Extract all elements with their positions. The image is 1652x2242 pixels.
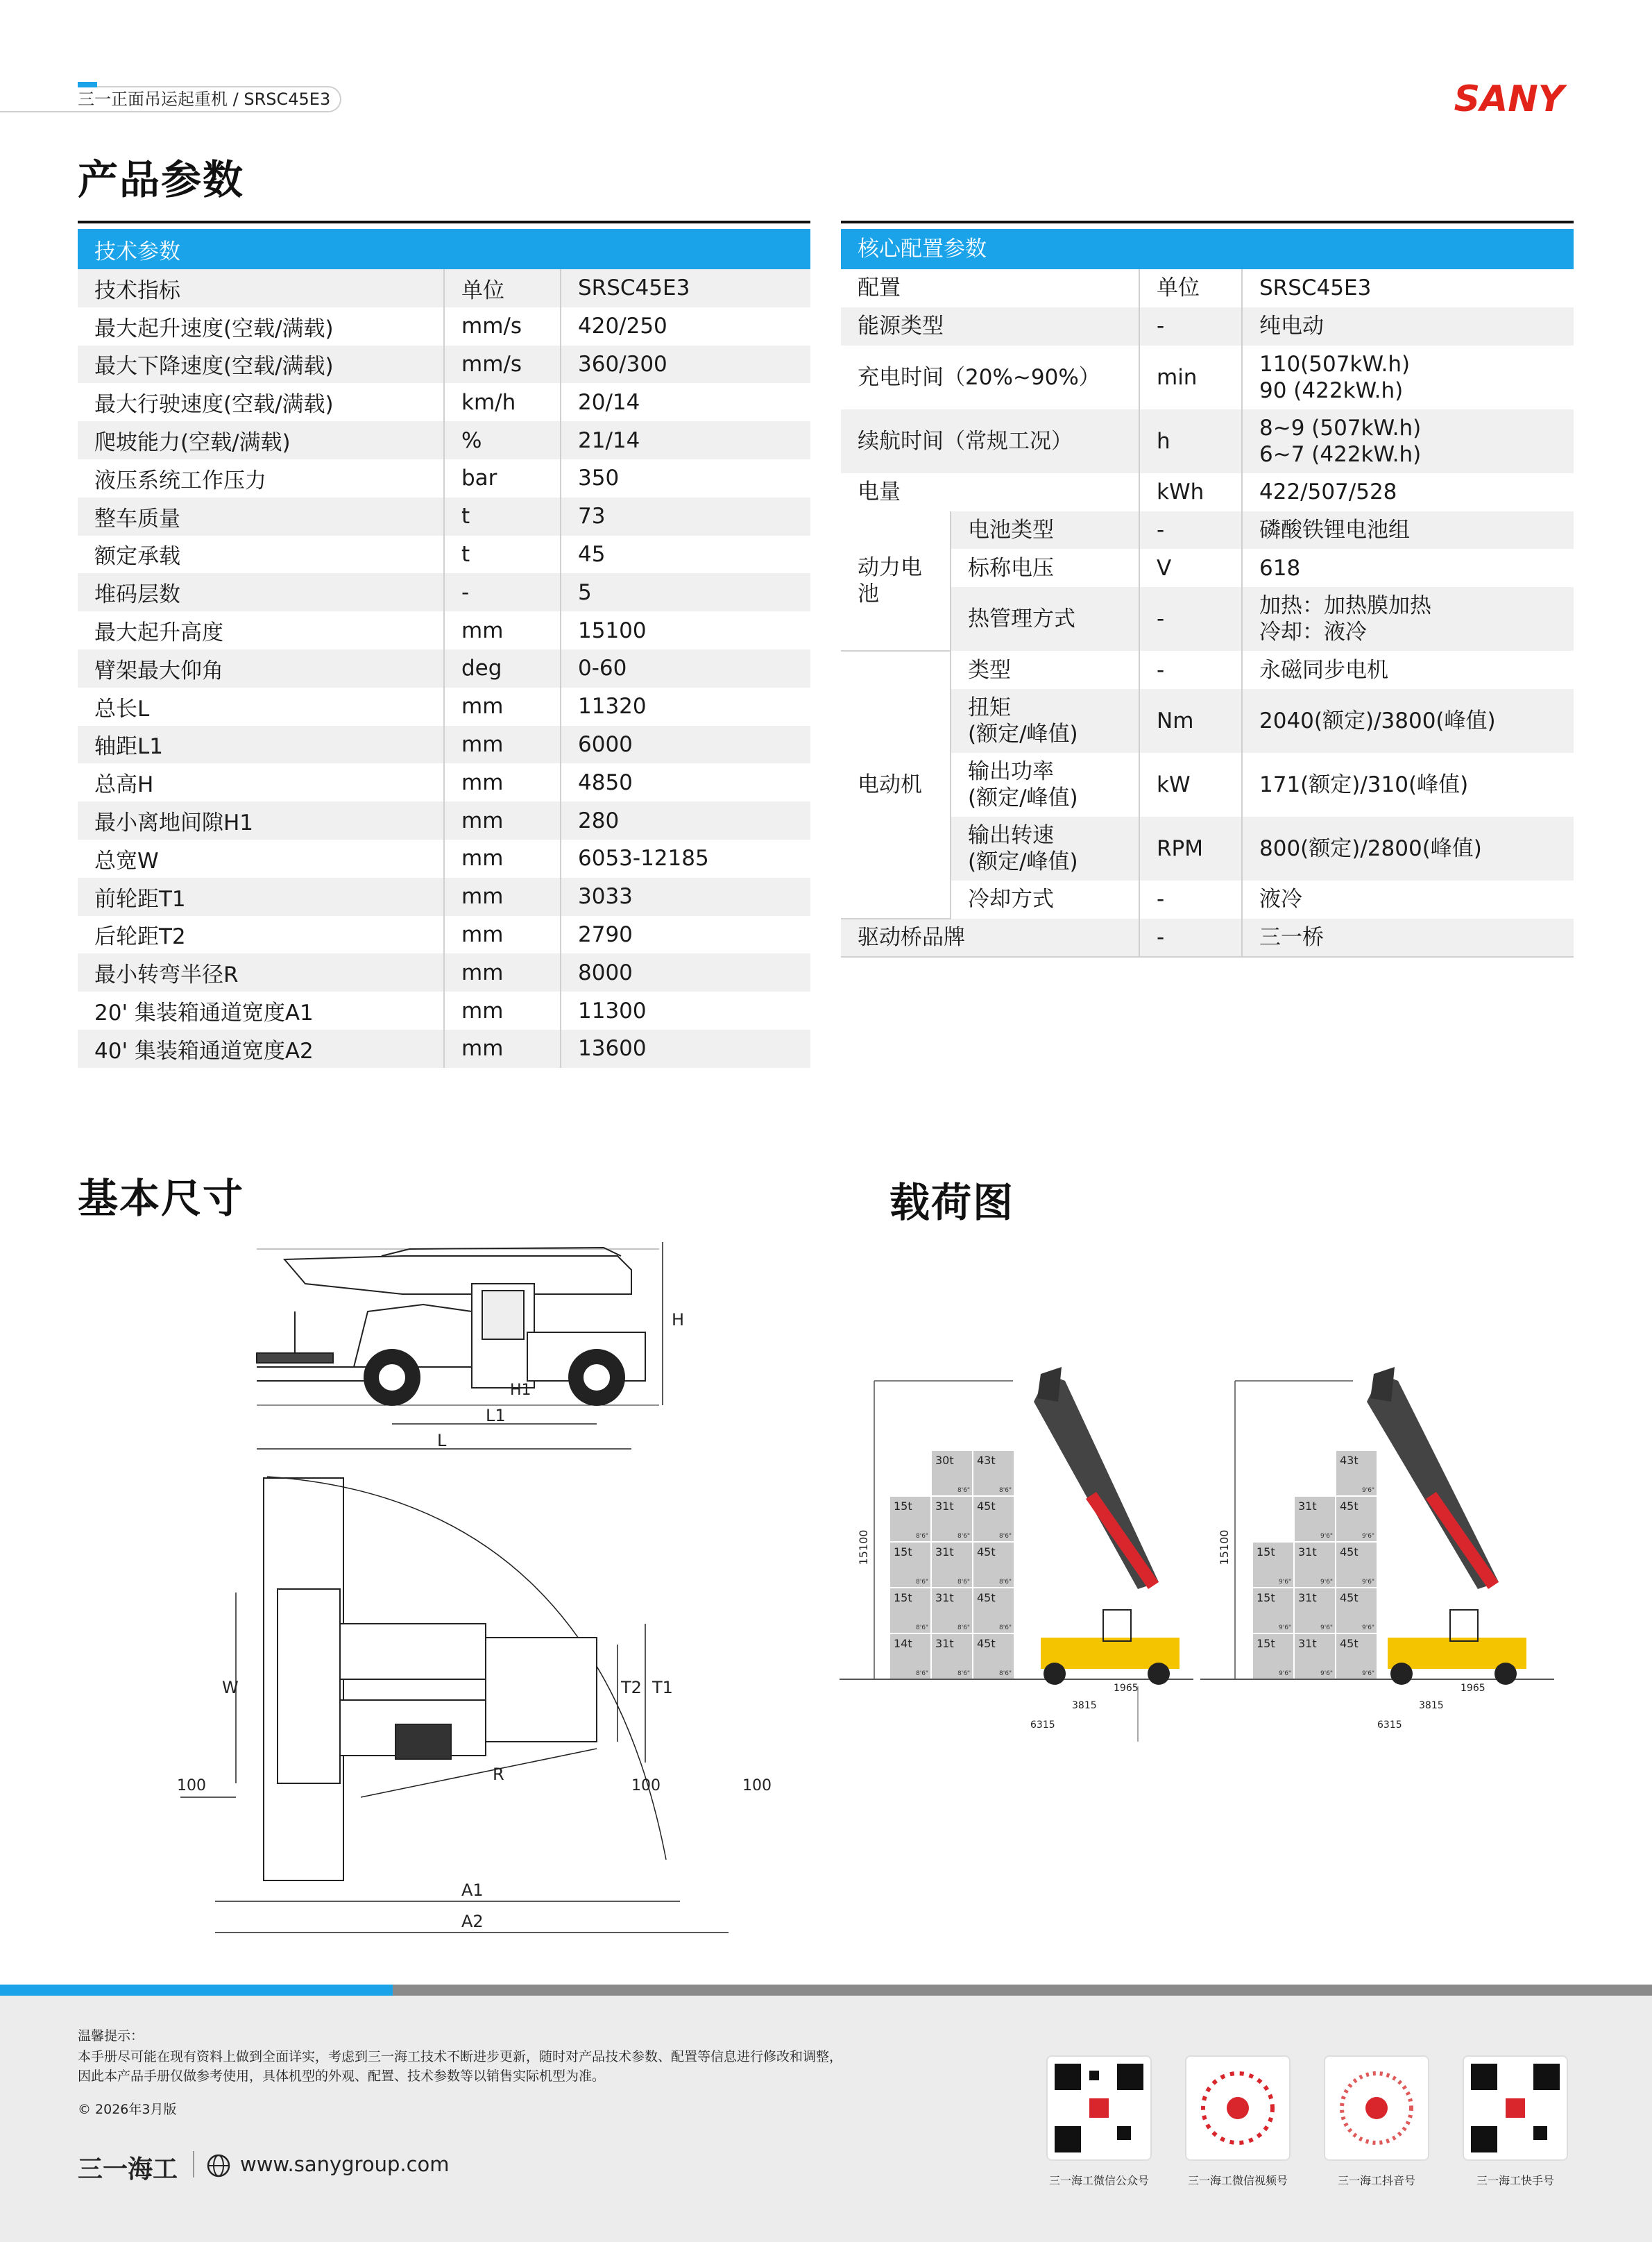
container-weight: 45t	[977, 1591, 996, 1604]
core-top-rule	[841, 221, 1574, 223]
battery-thermal-value-2: 冷却：液冷	[1259, 620, 1367, 645]
core-config-table	[841, 229, 1574, 958]
motor-torque-label: 扭矩	[968, 695, 1011, 720]
logo-text: SANY	[1454, 78, 1565, 118]
core-endurance-value-2: 6~7 (422kW.h)	[1259, 441, 1422, 467]
battery-type-label: 电池类型	[951, 511, 1139, 550]
footer-divider	[193, 2151, 194, 2177]
dim-A1: A1	[461, 1880, 484, 1900]
tech-cell-unit: mm	[444, 878, 561, 916]
tech-row	[78, 763, 810, 801]
container-size: 8'6"	[957, 1487, 971, 1494]
tech-cell-value: 21/14	[561, 421, 810, 459]
core-energy-unit: -	[1139, 307, 1242, 346]
motor-speed-sub: (额定/峰值)	[968, 849, 1078, 874]
container-weight: 31t	[1298, 1500, 1317, 1513]
motor-torque-sub: (额定/峰值)	[968, 721, 1078, 747]
motor-type-label: 类型	[951, 651, 1139, 689]
dim-T2: T2	[621, 1678, 642, 1697]
load2-height: 15100	[1218, 1529, 1231, 1565]
tech-cell-unit: mm/s	[444, 346, 561, 384]
tech-row	[78, 346, 810, 384]
tech-cell-item: 最大起升速度(空载/满载)	[78, 307, 444, 346]
tech-row	[78, 459, 810, 498]
tech-cell-item: 后轮距T2	[78, 916, 444, 954]
container-size: 9'6"	[1320, 1624, 1334, 1631]
container-size: 8'6"	[957, 1670, 971, 1677]
core-head-unit: 单位	[1139, 269, 1242, 307]
notice-line-2: 因此本产品手册仅做参考使用，具体机型的外观、配置、技术参数等以销售实际机型为准。	[78, 2069, 606, 2084]
tech-band-label: 技术参数	[78, 229, 810, 269]
container-size: 9'6"	[1362, 1579, 1375, 1586]
dim-100-mid: 100	[631, 1777, 661, 1794]
tech-cell-item: 技术指标	[78, 269, 444, 307]
qr-douyin[interactable]	[1324, 2055, 1429, 2161]
footer-website[interactable]: www.sanygroup.com	[240, 2152, 450, 2176]
container-weight: 31t	[1298, 1637, 1317, 1650]
core-head-config: 配置	[841, 269, 1139, 307]
tech-cell-item: 前轮距T1	[78, 878, 444, 916]
core-energy-value: 纯电动	[1242, 307, 1574, 346]
container-size: 8'6"	[916, 1533, 929, 1540]
breadcrumb-text: 三一正面吊运起重机 / SRSC45E3	[78, 90, 331, 109]
qr-caption-4: 三一海工快手号	[1476, 2174, 1554, 2187]
motor-type-value: 永磁同步电机	[1259, 657, 1388, 683]
battery-type-value: 磷酸铁锂电池组	[1242, 511, 1574, 550]
tech-cell-item: 最大行驶速度(空载/满载)	[78, 383, 444, 421]
notice-line-1: 本手册尽可能在现有资料上做到全面详实，考虑到三一海工技术不断进步更新，随时对产品技术参数、配置等信息进行修改和调整，	[78, 2049, 843, 2064]
tech-cell-unit: t	[444, 536, 561, 574]
core-endurance-label: 续航时间（常规工况）	[841, 409, 1139, 473]
tech-row	[78, 421, 810, 459]
container-weight: 15t	[894, 1500, 912, 1513]
container-weight: 15t	[1257, 1591, 1275, 1604]
footer-bar-blue	[0, 1985, 393, 1996]
tech-row	[78, 878, 810, 916]
motor-power-value: 171(额定)/310(峰值)	[1259, 772, 1469, 797]
load-chart-9ft6	[1193, 1353, 1554, 1742]
motor-torque-unit: Nm	[1139, 689, 1242, 753]
tech-row	[78, 1030, 810, 1068]
tech-cell-item: 总高H	[78, 763, 444, 801]
qr-wechat-official[interactable]	[1046, 2055, 1152, 2161]
container-weight: 14t	[894, 1637, 912, 1650]
container-size: 9'6"	[1279, 1624, 1292, 1631]
container-weight: 31t	[1298, 1545, 1317, 1559]
tech-cell-value: 280	[561, 801, 810, 840]
battery-thermal-label: 热管理方式	[951, 587, 1139, 651]
container-weight: 31t	[1298, 1591, 1317, 1604]
motor-power-unit: kW	[1139, 753, 1242, 817]
tech-cell-value: 360/300	[561, 346, 810, 384]
tech-cell-unit: deg	[444, 649, 561, 688]
core-endurance-value-1: 8~9 (507kW.h)	[1259, 415, 1422, 441]
top-view-drawing	[167, 1471, 791, 1943]
tech-row	[78, 688, 810, 726]
tech-cell-item: 总长L	[78, 688, 444, 726]
container-weight: 45t	[1340, 1545, 1359, 1559]
battery-voltage-unit: V	[1139, 549, 1242, 587]
motor-speed-value: 800(额定)/2800(峰值)	[1242, 817, 1574, 881]
dim-100-left: 100	[177, 1777, 206, 1794]
container-size: 8'6"	[999, 1624, 1012, 1631]
qr-wechat-video[interactable]	[1185, 2055, 1291, 2161]
container-size: 9'6"	[1362, 1624, 1375, 1631]
breadcrumb-accent	[78, 82, 97, 87]
container-weight: 45t	[977, 1545, 996, 1559]
container-weight: 45t	[1340, 1500, 1359, 1513]
tech-cell-value: 13600	[561, 1030, 810, 1068]
container-size: 9'6"	[1362, 1533, 1375, 1540]
container-size: 9'6"	[1362, 1670, 1375, 1677]
tech-row	[78, 383, 810, 421]
core-charge-label: 充电时间（20%~90%）	[841, 346, 1139, 409]
container-size: 8'6"	[916, 1579, 929, 1586]
battery-voltage-value: 618	[1259, 555, 1301, 581]
dim-L: L	[437, 1431, 447, 1450]
tech-cell-unit: 单位	[444, 269, 561, 307]
page-title-dims: 基本尺寸	[78, 1175, 245, 1222]
tech-cell-value: 8000	[561, 953, 810, 992]
tech-cell-value: 0-60	[561, 649, 810, 688]
core-capacity-value: 422/507/528	[1259, 479, 1397, 505]
container-size: 8'6"	[999, 1487, 1012, 1494]
container-size: 9'6"	[1320, 1670, 1334, 1677]
motor-speed-unit: RPM	[1139, 817, 1242, 881]
tech-cell-unit: mm/s	[444, 307, 561, 346]
tech-row	[78, 726, 810, 764]
header-rule	[0, 111, 78, 112]
qr-caption-2: 三一海工微信视频号	[1187, 2174, 1288, 2187]
container-size: 8'6"	[999, 1533, 1012, 1540]
tech-cell-value: 5	[561, 573, 810, 611]
tech-top-rule	[78, 221, 810, 223]
tech-cell-unit: mm	[444, 840, 561, 878]
breadcrumb	[78, 86, 341, 112]
tech-row	[78, 953, 810, 992]
container-weight: 43t	[977, 1454, 996, 1467]
load-chart-8ft6	[833, 1353, 1193, 1742]
tech-cell-item: 液压系统工作压力	[78, 459, 444, 498]
load1-dist-1: 1965	[1114, 1683, 1139, 1694]
container-weight: 45t	[1340, 1591, 1359, 1604]
qr-kuaishou[interactable]	[1463, 2055, 1568, 2161]
dim-H1: H1	[510, 1382, 531, 1399]
tech-cell-unit: mm	[444, 763, 561, 801]
qr-caption-3: 三一海工抖音号	[1337, 2174, 1415, 2187]
tech-row	[78, 992, 810, 1030]
motor-cooling-value: 液冷	[1259, 887, 1302, 912]
core-capacity-label: 电量	[841, 473, 1139, 511]
container-size: 9'6"	[1362, 1487, 1375, 1494]
container-weight: 31t	[935, 1637, 954, 1650]
container-size: 8'6"	[999, 1579, 1012, 1586]
core-charge-unit: min	[1139, 346, 1242, 409]
tech-cell-item: 堆码层数	[78, 573, 444, 611]
tech-cell-unit: mm	[444, 1030, 561, 1068]
container-weight: 15t	[1257, 1637, 1275, 1650]
container-weight: 30t	[935, 1454, 954, 1467]
container-weight: 15t	[1257, 1545, 1275, 1559]
motor-power-sub: (额定/峰值)	[968, 785, 1078, 810]
battery-thermal-unit: -	[1139, 587, 1242, 651]
tech-params-table	[78, 229, 810, 1068]
tech-cell-item: 爬坡能力(空载/满载)	[78, 421, 444, 459]
tech-cell-value: 73	[561, 498, 810, 536]
tech-row	[78, 498, 810, 536]
page-title-params: 产品参数	[78, 156, 245, 203]
container-size: 9'6"	[1279, 1670, 1292, 1677]
notice-title: 温馨提示：	[78, 2028, 144, 2044]
tech-cell-unit: mm	[444, 992, 561, 1030]
container-weight: 15t	[894, 1545, 912, 1559]
motor-cooling-label: 冷却方式	[951, 881, 1139, 919]
core-head-model: SRSC45E3	[1259, 275, 1372, 301]
tech-cell-item: 20' 集装箱通道宽度A1	[78, 992, 444, 1030]
tech-cell-value: 350	[578, 466, 620, 491]
qr-caption-1: 三一海工微信公众号	[1048, 2174, 1149, 2187]
sany-logo	[1444, 78, 1574, 118]
container-weight: 43t	[1340, 1454, 1359, 1467]
motor-cooling-unit: -	[1139, 881, 1242, 919]
load2-dist-1: 1965	[1461, 1683, 1485, 1694]
motor-torque-value: 2040(额定)/3800(峰值)	[1242, 689, 1574, 753]
battery-group-label: 动力电池	[841, 511, 951, 652]
load2-dist-2: 3815	[1419, 1700, 1444, 1711]
container-weight: 45t	[977, 1637, 996, 1650]
axle-label: 驱动桥品牌	[841, 919, 1139, 957]
tech-cell-unit: -	[444, 573, 561, 611]
load1-dist-2: 3815	[1072, 1700, 1097, 1711]
tech-cell-item: 轴距L1	[78, 726, 444, 764]
tech-cell-value: SRSC45E3	[561, 269, 810, 307]
container-weight: 31t	[935, 1545, 954, 1559]
battery-type-unit: -	[1139, 511, 1242, 550]
load1-dist-3: 6315	[1030, 1719, 1055, 1731]
tech-cell-value: 6053-12185	[578, 846, 709, 872]
tech-cell-unit: bar	[444, 459, 561, 498]
tech-row	[78, 801, 810, 840]
tech-cell-value: 45	[578, 541, 606, 567]
tech-cell-unit: km/h	[444, 383, 561, 421]
container-size: 8'6"	[957, 1624, 971, 1631]
tech-row	[78, 840, 810, 878]
tech-cell-value: 420/250	[578, 314, 667, 339]
tech-cell-value: 6000	[561, 726, 810, 764]
page-title-load: 载荷图	[889, 1179, 1015, 1226]
tech-cell-value: 15100	[578, 618, 647, 643]
load2-dist-3: 6315	[1377, 1719, 1402, 1731]
tech-cell-item: 最大下降速度(空载/满载)	[78, 346, 444, 384]
dim-A2: A2	[461, 1912, 484, 1931]
tech-cell-item: 整车质量	[78, 498, 444, 536]
tech-row	[78, 536, 810, 574]
tech-cell-item: 总宽W	[78, 840, 444, 878]
load1-stack	[889, 1450, 1014, 1679]
container-weight: 15t	[894, 1591, 912, 1604]
tech-cell-item: 40' 集装箱通道宽度A2	[78, 1030, 444, 1068]
globe-icon	[207, 2154, 230, 2177]
tech-row	[78, 649, 810, 688]
tech-cell-item: 最小转弯半径R	[78, 953, 444, 992]
tech-cell-value: 11300	[578, 998, 647, 1024]
container-weight: 31t	[935, 1500, 954, 1513]
container-size: 8'6"	[916, 1670, 929, 1677]
dim-L1: L1	[486, 1406, 506, 1425]
core-endurance-unit: h	[1139, 409, 1242, 473]
container-weight: 45t	[977, 1500, 996, 1513]
container-size: 9'6"	[1320, 1579, 1334, 1586]
tech-cell-unit: mm	[444, 953, 561, 992]
edition: © 2026年3月版	[78, 2102, 177, 2117]
tech-row	[78, 307, 810, 346]
load2-stack	[1252, 1450, 1377, 1679]
container-size: 8'6"	[916, 1624, 929, 1631]
core-band-label: 核心配置参数	[841, 229, 1574, 269]
core-energy-label: 能源类型	[841, 307, 1139, 346]
container-weight: 31t	[935, 1591, 954, 1604]
container-size: 9'6"	[1320, 1533, 1334, 1540]
tech-cell-item: 臂架最大仰角	[78, 649, 444, 688]
dim-R: R	[493, 1765, 504, 1784]
tech-head-row	[78, 269, 810, 307]
dim-W: W	[222, 1678, 239, 1697]
tech-cell-unit: %	[444, 421, 561, 459]
motor-group-label: 电动机	[841, 651, 951, 919]
footer-bar-grey	[393, 1985, 1652, 1996]
tech-cell-item: 额定承载	[78, 536, 444, 574]
tech-cell-unit: mm	[444, 611, 561, 649]
tech-cell-item: 最大起升高度	[78, 611, 444, 649]
battery-voltage-label: 标称电压	[951, 549, 1139, 587]
side-view-drawing	[243, 1228, 687, 1457]
core-charge-value-1: 110(507kW.h)	[1259, 351, 1411, 377]
dim-H: H	[672, 1310, 685, 1330]
container-size: 8'6"	[999, 1670, 1012, 1677]
battery-thermal-value-1: 加热：加热膜加热	[1259, 593, 1431, 619]
container-size: 8'6"	[957, 1533, 971, 1540]
container-size: 8'6"	[957, 1579, 971, 1586]
motor-type-unit: -	[1139, 651, 1242, 689]
container-weight: 45t	[1340, 1637, 1359, 1650]
tech-cell-unit: mm	[444, 726, 561, 764]
load1-height: 15100	[857, 1529, 870, 1565]
tech-cell-unit: mm	[444, 916, 561, 954]
tech-row	[78, 916, 810, 954]
motor-power-label: 输出功率	[968, 758, 1054, 784]
dim-100-right: 100	[742, 1777, 772, 1794]
dim-T1: T1	[652, 1678, 673, 1697]
tech-cell-value: 4850	[578, 770, 633, 795]
tech-cell-value: 20/14	[578, 389, 640, 415]
tech-cell-unit: mm	[444, 801, 561, 840]
tech-row	[78, 611, 810, 649]
footer-brand: 三一海工	[78, 2155, 178, 2184]
axle-value: 三一桥	[1242, 919, 1574, 957]
tech-cell-value: 2790	[578, 922, 633, 947]
core-charge-value-2: 90 (422kW.h)	[1259, 377, 1404, 403]
tech-cell-item: 最小离地间隙H1	[78, 801, 444, 840]
tech-row	[78, 573, 810, 611]
axle-unit: -	[1139, 919, 1242, 957]
motor-speed-label: 输出转速	[968, 822, 1054, 848]
container-size: 9'6"	[1279, 1579, 1292, 1586]
tech-cell-value: 3033	[561, 878, 810, 916]
tech-cell-unit: mm	[444, 688, 561, 726]
tech-band	[78, 229, 810, 269]
core-capacity-unit: kWh	[1139, 473, 1242, 511]
tech-cell-value: 11320	[578, 694, 647, 720]
tech-cell-unit: t	[444, 498, 561, 536]
